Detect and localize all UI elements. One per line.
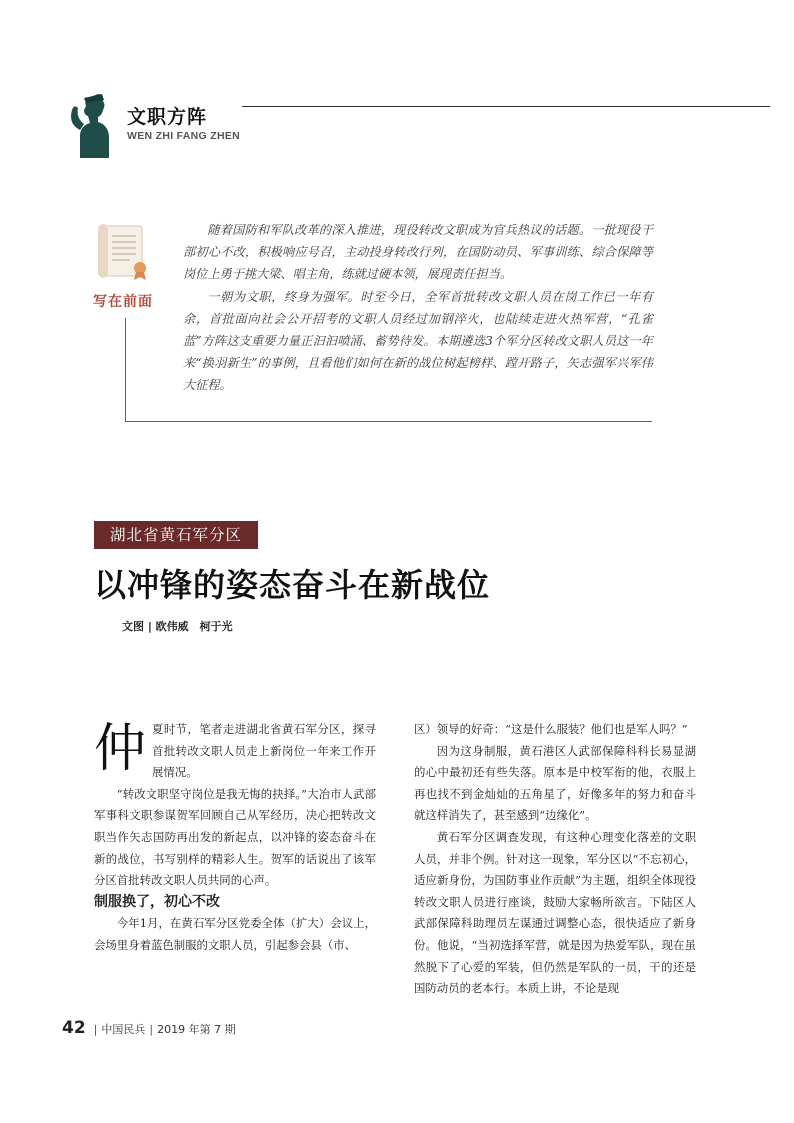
article-title: 以冲锋的姿态奋斗在新战位 — [94, 566, 491, 604]
column-title: 文职方阵 — [127, 106, 208, 128]
foreword-label: 写在前面 — [93, 294, 153, 310]
body-paragraph: “转改文职坚守岗位是我无悔的抉择。”大冶市人武部军事科文职参谋贺军回顾自己从军经历，决心把转改文职当作矢志国防再出发的新起点，以冲锋的姿态奋斗在新的战位，书写别样的精彩人生。贺军的话说出了该军分区首批转改文职人员共同的心声。 — [94, 786, 376, 888]
soldier-salute-icon — [62, 88, 124, 158]
drop-cap: 仲 — [94, 719, 147, 779]
foreword-text — [183, 219, 653, 397]
body-paragraph: 黄石军分区调查发现，有这种心理变化落差的文职人员，并非个例。针对这一现象，军分区以“不忘初心，适应新身份，为国防事业作贡献”为主题，组织全体现役转改文职人员进行座谈，鼓励大家畅所欲言。下陆区人武部保障科助理员左谋通过调整心态，很快适应了新身份。他说，“当初选择军营，就是因为热爱军队，现在虽然脱下了心爱的军装，但仍然是军队的一员，干的还是国防动员的老本行。本质上讲，不论是现 — [414, 829, 696, 996]
foreword-bottom-rule — [125, 421, 652, 422]
body-paragraph: 因为这身制服，黄石港区人武部保障科科长易显湖的心中最初还有些失落。原本是中校军衔的他，衣服上再也找不到金灿灿的五角星了，好像多年的努力和奋斗就这样消失了，甚至感到“边缘化”。 — [414, 743, 696, 823]
header-divider — [242, 106, 770, 107]
body-paragraph: 夏时节，笔者走进湖北省黄石军分区，探寻首批转改文职人员走上新岗位一年来工作开展情况。 — [152, 722, 376, 780]
body-column-right — [414, 719, 696, 1000]
region-tag: 湖北省黄石军分区 — [94, 521, 258, 549]
byline: 文图 | 欧伟威 柯于光 — [122, 620, 233, 633]
page-footer: 42 | 中国民兵 | 2019 年第 7 期 — [62, 1018, 236, 1038]
magazine-name: 中国民兵 — [101, 1023, 146, 1036]
column-pinyin: WEN ZHI FANG ZHEN — [127, 130, 241, 142]
page-number: 42 — [62, 1018, 86, 1038]
issue-info: 2019 年第 7 期 — [157, 1023, 236, 1036]
foreword-paragraph: 随着国防和军队改革的深入推进，现役转改文职成为官兵热议的话题。一批现役干部初心不改，积极响应号召，主动投身转改行列，在国防动员、军事训练、综合保障等岗位上勇于挑大梁、唱主角，练就过硬本领，展现责任担当。 — [183, 223, 653, 282]
foreword-vertical-rule — [125, 318, 126, 422]
scroll-document-icon — [96, 222, 154, 282]
section-subheading: 制服换了，初心不改 — [94, 893, 220, 910]
body-paragraph: 今年1月，在黄石军分区党委全体（扩大）会议上，会场里身着蓝色制服的文职人员，引起参会县（市、 — [94, 916, 376, 952]
body-paragraph: 区）领导的好奇：“这是什么服装？他们也是军人吗？” — [414, 722, 688, 736]
foreword-paragraph: 一朝为文职，终身为强军。时至今日，全军首批转改文职人员在岗工作已一年有余，首批面向社会公开招考的文职人员经过加钢淬火，也陆续走进火热军营，“孔雀蓝”方阵这支重要力量正汩汩喷涌、蓄势待发。本期遴选3个军分区转改文职人员这一年来“换羽新生”的事例，且看他们如何在新的战位树起榜样、蹚开路子，矢志强军兴军伟大征程。 — [183, 289, 653, 393]
body-column-left — [94, 719, 376, 957]
